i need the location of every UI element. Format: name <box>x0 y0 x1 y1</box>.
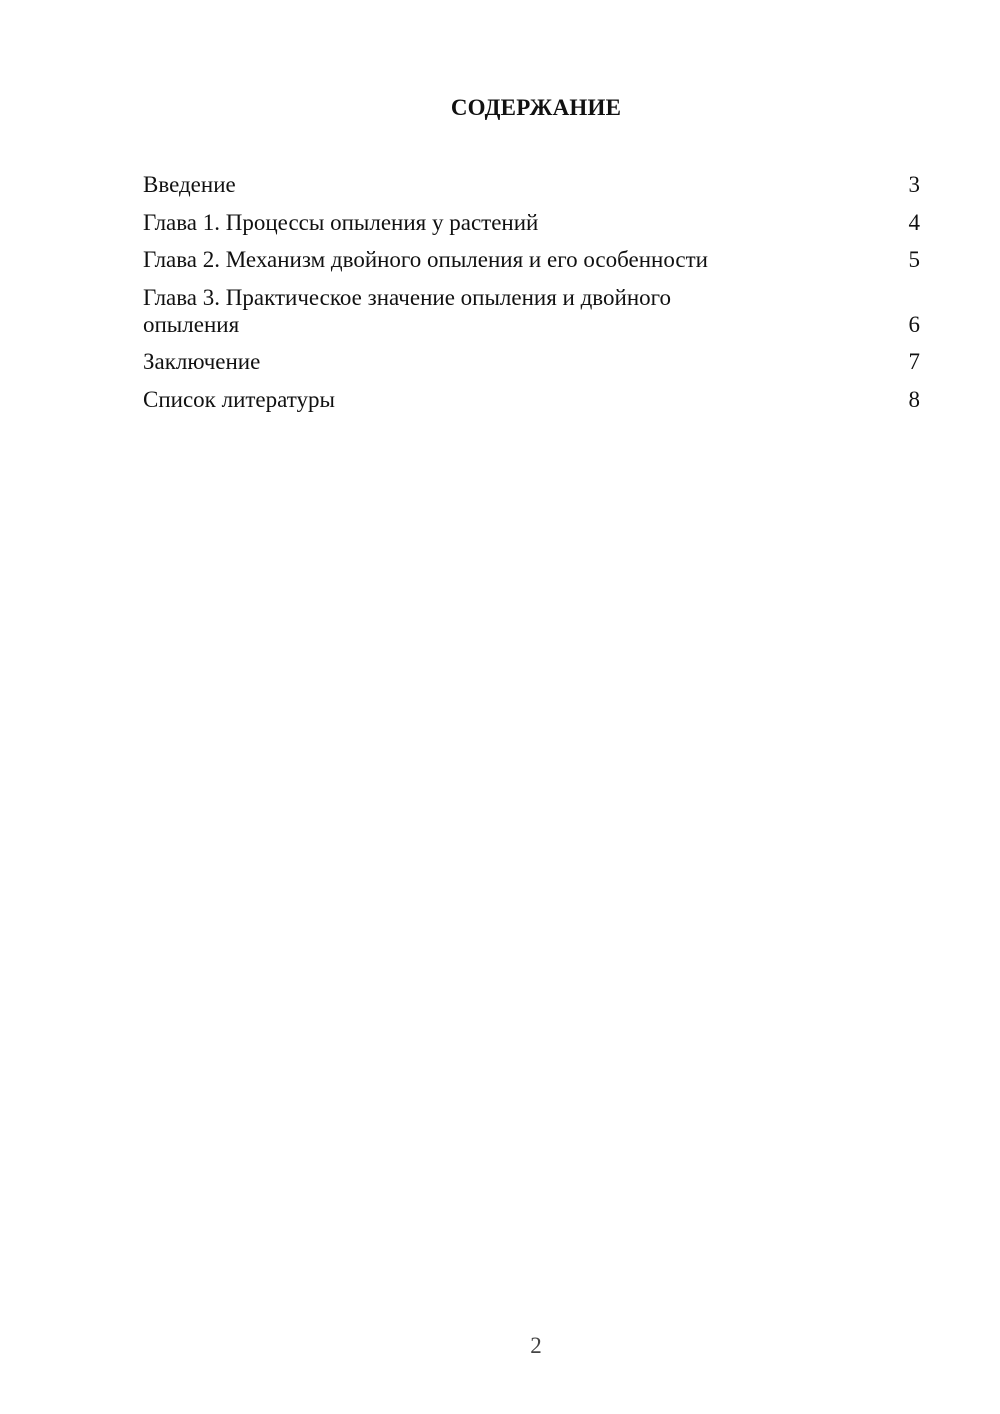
toc-entry-page-number: 4 <box>908 209 920 235</box>
toc-entry-references[interactable] <box>143 386 920 413</box>
toc-entry-label: Глава 3. Практическое значение опыления и двойного опыления <box>143 284 671 337</box>
toc-entry-page-number: 5 <box>908 247 920 272</box>
toc-entry-page-number: 7 <box>908 349 920 374</box>
toc-entry-page-number: 8 <box>908 386 920 412</box>
toc-entry-chapter-1[interactable] <box>143 209 920 236</box>
page-number: 2 <box>530 1333 542 1358</box>
toc-entry-chapter-2[interactable] <box>143 246 920 273</box>
toc-entry-label: Список литературы <box>143 386 335 412</box>
toc-entry-label: Заключение <box>143 349 261 374</box>
toc-entry-page-number: 3 <box>908 172 920 197</box>
table-of-contents <box>143 171 920 423</box>
toc-entry-page-number: 6 <box>908 311 920 337</box>
toc-entry-chapter-3[interactable] <box>143 284 920 338</box>
toc-entry-introduction[interactable] <box>143 171 920 198</box>
toc-entry-label: Глава 2. Механизм двойного опыления и его особенности <box>143 247 708 272</box>
toc-entry-label: Введение <box>143 172 236 197</box>
toc-title: СОДЕРЖАНИЕ <box>450 95 622 120</box>
toc-entry-conclusion[interactable] <box>143 348 920 375</box>
toc-entry-label: Глава 1. Процессы опыления у растений <box>143 209 539 235</box>
